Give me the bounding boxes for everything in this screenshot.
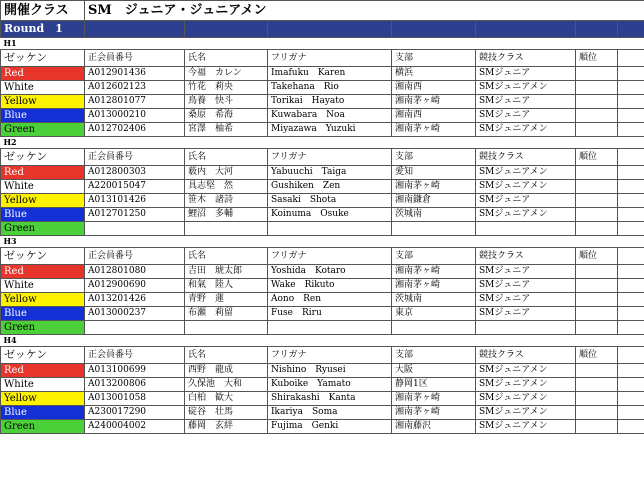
heat-table-body [1,1,644,434]
rider-furigana: Gushiken Zen [268,180,392,194]
rider-name: 桑原 希海 [185,109,268,123]
rider-branch: 湘南茅ヶ崎 [392,265,476,279]
zekken-color-green: Green [1,222,85,236]
column-header-class: 競技クラス [476,347,576,364]
rider-furigana: Fujima Genki [268,420,392,434]
zekken-color-red: Red [1,364,85,378]
rider-member-no: A240004002 [85,420,185,434]
rider-name [185,321,268,335]
rider-rank [576,378,618,392]
spacer-cell [618,265,644,279]
rider-branch: 愛知 [392,166,476,180]
zekken-color-blue: Blue [1,307,85,321]
rider-rank [576,208,618,222]
column-header-rank: 順位 [576,248,618,265]
column-header-zekken: ゼッケン [1,347,85,364]
rider-furigana: Kuwabara Noa [268,109,392,123]
rider-class [476,222,576,236]
rider-name: 宮澤 柚希 [185,123,268,137]
heat-title: H3 [1,236,644,248]
class-value: SM ジュニア・ジュニアメン [85,1,644,21]
rider-furigana [268,222,392,236]
rider-branch: 湘南茅ヶ崎 [392,392,476,406]
column-header-branch: 支部 [392,347,476,364]
rider-class: SMジュニア [476,194,576,208]
zekken-color-red: Red [1,265,85,279]
column-header-row [1,149,644,166]
rider-branch: 大阪 [392,364,476,378]
rider-branch: 湘南茅ヶ崎 [392,406,476,420]
rider-member-no: A012901436 [85,67,185,81]
spacer-cell [618,392,644,406]
rider-class: SMジュニア [476,265,576,279]
zekken-color-yellow: Yellow [1,293,85,307]
rider-rank [576,194,618,208]
rider-row [1,321,644,335]
column-header-branch: 支部 [392,50,476,67]
zekken-color-green: Green [1,420,85,434]
rider-furigana [268,321,392,335]
rider-branch [392,222,476,236]
zekken-color-yellow: Yellow [1,392,85,406]
rider-class [476,321,576,335]
spacer-cell [618,123,644,137]
spacer-cell [618,109,644,123]
rider-rank [576,307,618,321]
rider-name: 具志堅 然 [185,180,268,194]
spacer-cell [618,321,644,335]
heat-title-row [1,236,644,248]
rider-name: 笹木 諸詩 [185,194,268,208]
rider-row [1,208,644,222]
rider-name: 薮内 大河 [185,166,268,180]
rider-row [1,392,644,406]
zekken-color-green: Green [1,321,85,335]
column-header-class: 競技クラス [476,248,576,265]
rider-member-no: A013000210 [85,109,185,123]
rider-name: 久保池 大和 [185,378,268,392]
spacer-cell [618,406,644,420]
rider-class: SMジュニア [476,293,576,307]
spacer-cell [618,248,644,265]
rider-branch: 湘南茅ヶ崎 [392,279,476,293]
rider-furigana: Koinuma Osuke [268,208,392,222]
rider-name: 布瀬 莉留 [185,307,268,321]
rider-furigana: Torikai Hayato [268,95,392,109]
rider-rank [576,109,618,123]
rider-rank [576,279,618,293]
column-header-zekken: ゼッケン [1,50,85,67]
rider-furigana: Miyazawa Yuzuki [268,123,392,137]
rider-member-no: A012702406 [85,123,185,137]
rider-furigana: Ikariya Soma [268,406,392,420]
spacer-cell [618,166,644,180]
rider-row [1,293,644,307]
rider-row [1,307,644,321]
column-header-row [1,248,644,265]
spacer-cell [618,222,644,236]
rider-rank [576,265,618,279]
rider-furigana: Takehana Rio [268,81,392,95]
spacer-cell [618,67,644,81]
rider-rank [576,293,618,307]
rider-member-no [85,222,185,236]
rider-class: SMジュニアメン [476,392,576,406]
rider-furigana: Sasaki Shota [268,194,392,208]
column-header-furigana: フリガナ [268,149,392,166]
column-header-rank: 順位 [576,50,618,67]
rider-member-no: A012701250 [85,208,185,222]
rider-row [1,364,644,378]
spacer-cell [618,194,644,208]
round-row [1,21,644,38]
rider-row [1,265,644,279]
spacer-cell [618,420,644,434]
rider-class: SMジュニアメン [476,180,576,194]
spacer-cell [618,293,644,307]
rider-class: SMジュニアメン [476,123,576,137]
rider-furigana: Yoshida Kotaro [268,265,392,279]
rider-rank [576,166,618,180]
rider-furigana: Aono Ren [268,293,392,307]
rider-member-no: A013200806 [85,378,185,392]
heat-title-row [1,137,644,149]
column-header-rank: 順位 [576,347,618,364]
rider-rank [576,364,618,378]
rider-branch: 湘南茅ヶ崎 [392,95,476,109]
heat-title: H4 [1,335,644,347]
rider-name: 竹花 莉央 [185,81,268,95]
column-header-name: 氏名 [185,149,268,166]
rider-class: SMジュニアメン [476,420,576,434]
rider-furigana: Yabuuchi Taiga [268,166,392,180]
rider-name: 和氣 陸人 [185,279,268,293]
rider-name: 吉田 琥太郎 [185,265,268,279]
rider-branch: 茨城南 [392,293,476,307]
zekken-color-white: White [1,180,85,194]
rider-name: 白柏 歓大 [185,392,268,406]
rider-row [1,95,644,109]
rider-rank [576,392,618,406]
zekken-color-green: Green [1,123,85,137]
rider-branch: 湘南茅ヶ崎 [392,123,476,137]
rider-branch: 湘南茅ヶ崎 [392,180,476,194]
rider-name [185,222,268,236]
rider-row [1,378,644,392]
rider-class: SMジュニア [476,95,576,109]
column-header-branch: 支部 [392,149,476,166]
spacer-cell [618,364,644,378]
heat-title: H2 [1,137,644,149]
rider-class: SMジュニアメン [476,208,576,222]
column-header-furigana: フリガナ [268,50,392,67]
rider-member-no: A230017290 [85,406,185,420]
zekken-color-red: Red [1,166,85,180]
rider-row [1,81,644,95]
spacer-cell [618,347,644,364]
spacer-cell [618,149,644,166]
rider-furigana: Fuse Riru [268,307,392,321]
column-header-zekken: ゼッケン [1,248,85,265]
heat-title: H1 [1,38,644,50]
rider-member-no: A013000237 [85,307,185,321]
rider-member-no: A013201426 [85,293,185,307]
column-header-rank: 順位 [576,149,618,166]
column-header-name: 氏名 [185,347,268,364]
rider-member-no: A012801077 [85,95,185,109]
rider-branch: 湘南西 [392,109,476,123]
rider-rank [576,406,618,420]
rider-branch: 湘南藤沢 [392,420,476,434]
zekken-color-blue: Blue [1,109,85,123]
rider-name: 藤岡 玄絆 [185,420,268,434]
zekken-color-blue: Blue [1,406,85,420]
rider-branch: 湘南鎌倉 [392,194,476,208]
rider-name: 鳥養 快斗 [185,95,268,109]
rider-name: 鯉沼 多輔 [185,208,268,222]
rider-class: SMジュニア [476,109,576,123]
spacer-cell [618,208,644,222]
column-header-member-no: 正会員番号 [85,149,185,166]
heat-title-row [1,38,644,50]
zekken-color-white: White [1,378,85,392]
rider-class: SMジュニアメン [476,378,576,392]
rider-class: SMジュニアメン [476,406,576,420]
rider-name: 碇谷 壮馬 [185,406,268,420]
rider-member-no: A013101426 [85,194,185,208]
spacer-cell [618,307,644,321]
zekken-color-red: Red [1,67,85,81]
spacer-cell [618,50,644,67]
rider-branch: 静岡1区 [392,378,476,392]
rider-rank [576,321,618,335]
class-header-row [1,1,644,21]
rider-row [1,222,644,236]
rider-furigana: Nishino Ryusei [268,364,392,378]
rider-member-no: A012800303 [85,166,185,180]
rider-class: SMジュニア [476,67,576,81]
spacer-cell [618,95,644,109]
rider-rank [576,81,618,95]
rider-furigana: Kuboike Yamato [268,378,392,392]
rider-member-no: A012900690 [85,279,185,293]
rider-member-no: A220015047 [85,180,185,194]
rider-rank [576,222,618,236]
column-header-member-no: 正会員番号 [85,50,185,67]
column-header-row [1,50,644,67]
rider-row [1,109,644,123]
rider-name: 今福 カレン [185,67,268,81]
rider-class: SMジュニアメン [476,364,576,378]
rider-rank [576,95,618,109]
column-header-zekken: ゼッケン [1,149,85,166]
rider-branch: 横浜 [392,67,476,81]
zekken-color-white: White [1,81,85,95]
rider-name: 青野 蓮 [185,293,268,307]
column-header-member-no: 正会員番号 [85,248,185,265]
rider-row [1,406,644,420]
rider-member-no: A013001058 [85,392,185,406]
rider-member-no: A012801080 [85,265,185,279]
rider-row [1,279,644,293]
rider-furigana: Imafuku Karen [268,67,392,81]
column-header-furigana: フリガナ [268,248,392,265]
spacer-cell [618,279,644,293]
rider-branch: 湘南西 [392,81,476,95]
column-header-member-no: 正会員番号 [85,347,185,364]
rider-row [1,166,644,180]
rider-branch [392,321,476,335]
heat-title-row [1,335,644,347]
spacer-cell [618,378,644,392]
rider-row [1,180,644,194]
spacer-cell [618,81,644,95]
rider-name: 西野 龍成 [185,364,268,378]
rider-rank [576,420,618,434]
round-label: Round 1 [1,21,85,38]
rider-row [1,420,644,434]
rider-rank [576,123,618,137]
rider-branch: 茨城南 [392,208,476,222]
rider-furigana: Shirakashi Kanta [268,392,392,406]
column-header-name: 氏名 [185,248,268,265]
zekken-color-white: White [1,279,85,293]
rider-class: SMジュニア [476,307,576,321]
zekken-color-blue: Blue [1,208,85,222]
column-header-branch: 支部 [392,248,476,265]
column-header-class: 競技クラス [476,149,576,166]
rider-member-no [85,321,185,335]
rider-class: SMジュニアメン [476,166,576,180]
rider-branch: 東京 [392,307,476,321]
zekken-color-yellow: Yellow [1,95,85,109]
rider-row [1,194,644,208]
rider-class: SMジュニアメン [476,81,576,95]
rider-member-no: A013100699 [85,364,185,378]
column-header-furigana: フリガナ [268,347,392,364]
column-header-row [1,347,644,364]
column-header-class: 競技クラス [476,50,576,67]
rider-rank [576,67,618,81]
rider-member-no: A012602123 [85,81,185,95]
rider-class: SMジュニア [476,279,576,293]
class-label: 開催クラス [1,1,85,21]
rider-row [1,123,644,137]
rider-row [1,67,644,81]
zekken-color-yellow: Yellow [1,194,85,208]
rider-rank [576,180,618,194]
column-header-name: 氏名 [185,50,268,67]
rider-furigana: Wake Rikuto [268,279,392,293]
spacer-cell [618,180,644,194]
